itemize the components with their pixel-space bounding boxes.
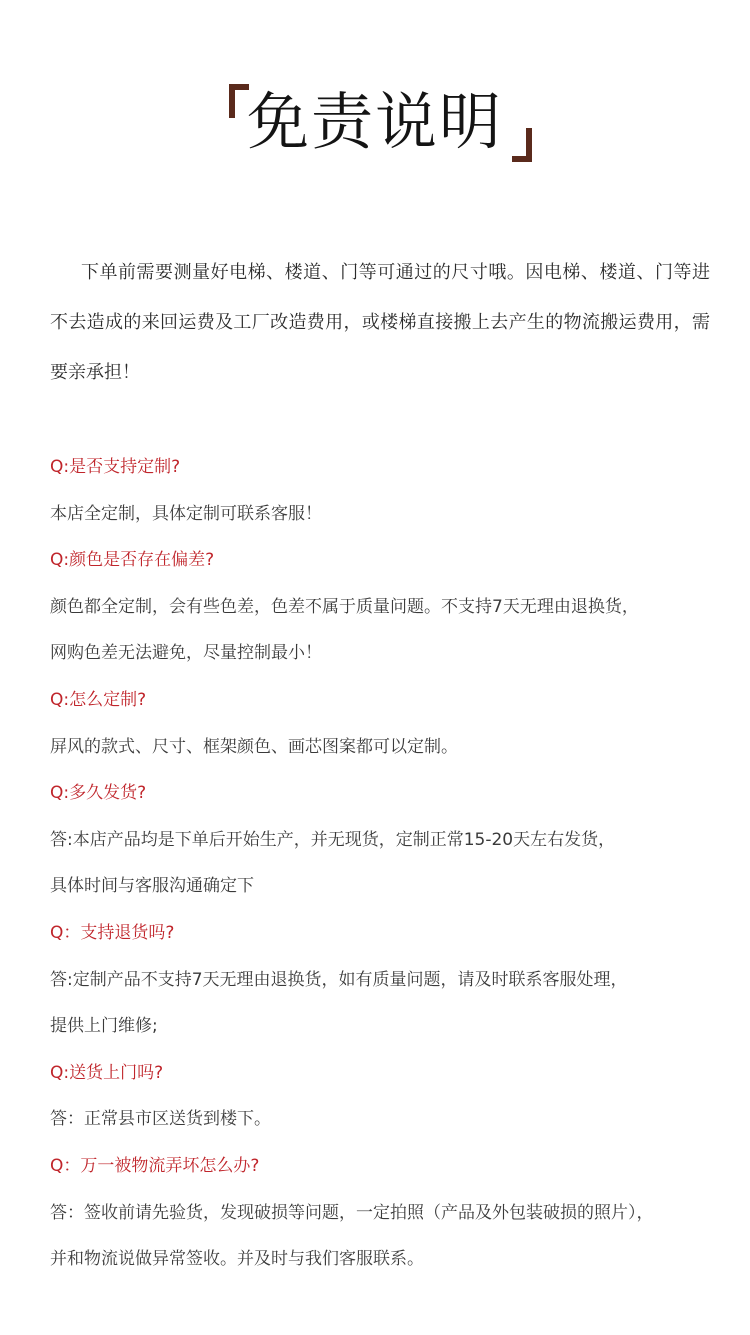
faq-question: Q:怎么定制? bbox=[50, 689, 147, 710]
faq-answer: 本店全定制，具体定制可联系客服！ bbox=[50, 503, 322, 524]
faq-answer: 答：正常县市区送货到楼下。 bbox=[50, 1109, 271, 1130]
faq-question: Q:送货上门吗? bbox=[50, 1062, 164, 1083]
faq-answer: 答:本店产品均是下单后开始生产，并无现货，定制正常15-20天左右发货， bbox=[50, 829, 616, 850]
bracket-bottom-right bbox=[512, 128, 532, 162]
faq-question: Q:颜色是否存在偏差? bbox=[50, 550, 215, 571]
faq-question: Q:是否支持定制? bbox=[50, 457, 181, 477]
faq-answer: 提供上门维修; bbox=[50, 1016, 158, 1037]
faq-answer: 并和物流说做异常签收。并及时与我们客服联系。 bbox=[50, 1249, 424, 1270]
page-title: 免责说明 bbox=[246, 85, 503, 158]
faq-answer: 答：签收前请先验货，发现破损等问题，一定拍照（产品及外包装破损的照片）， bbox=[50, 1202, 654, 1223]
title-block bbox=[0, 78, 750, 168]
faq-answer: 答:定制产品不支持7天无理由退换货，如有质量问题，请及时联系客服处理， bbox=[50, 969, 628, 990]
intro-paragraph: 下单前需要测量好电梯、楼道、门等可通过的尺寸哦。因电梯、楼道、门等进不去造成的来回运费及工厂改造费用，或楼梯直接搬上去产生的物流搬运费用，需要亲承担！ bbox=[50, 262, 710, 383]
faq-question: Q:多久发货? bbox=[50, 783, 147, 804]
faq-answer: 网购色差无法避免，尽量控制最小！ bbox=[50, 643, 322, 664]
faq-answer: 屏风的款式、尺寸、框架颜色、画芯图案都可以定制。 bbox=[50, 736, 458, 757]
faq-list bbox=[50, 444, 720, 1283]
faq-question: Q：支持退货吗? bbox=[50, 922, 175, 943]
faq-answer: 具体时间与客服沟通确定下 bbox=[50, 876, 254, 897]
faq-answer: 颜色都全定制，会有些色差，色差不属于质量问题。不支持7天无理由退换货， bbox=[50, 596, 639, 617]
faq-question: Q：万一被物流弄坏怎么办? bbox=[50, 1155, 260, 1176]
